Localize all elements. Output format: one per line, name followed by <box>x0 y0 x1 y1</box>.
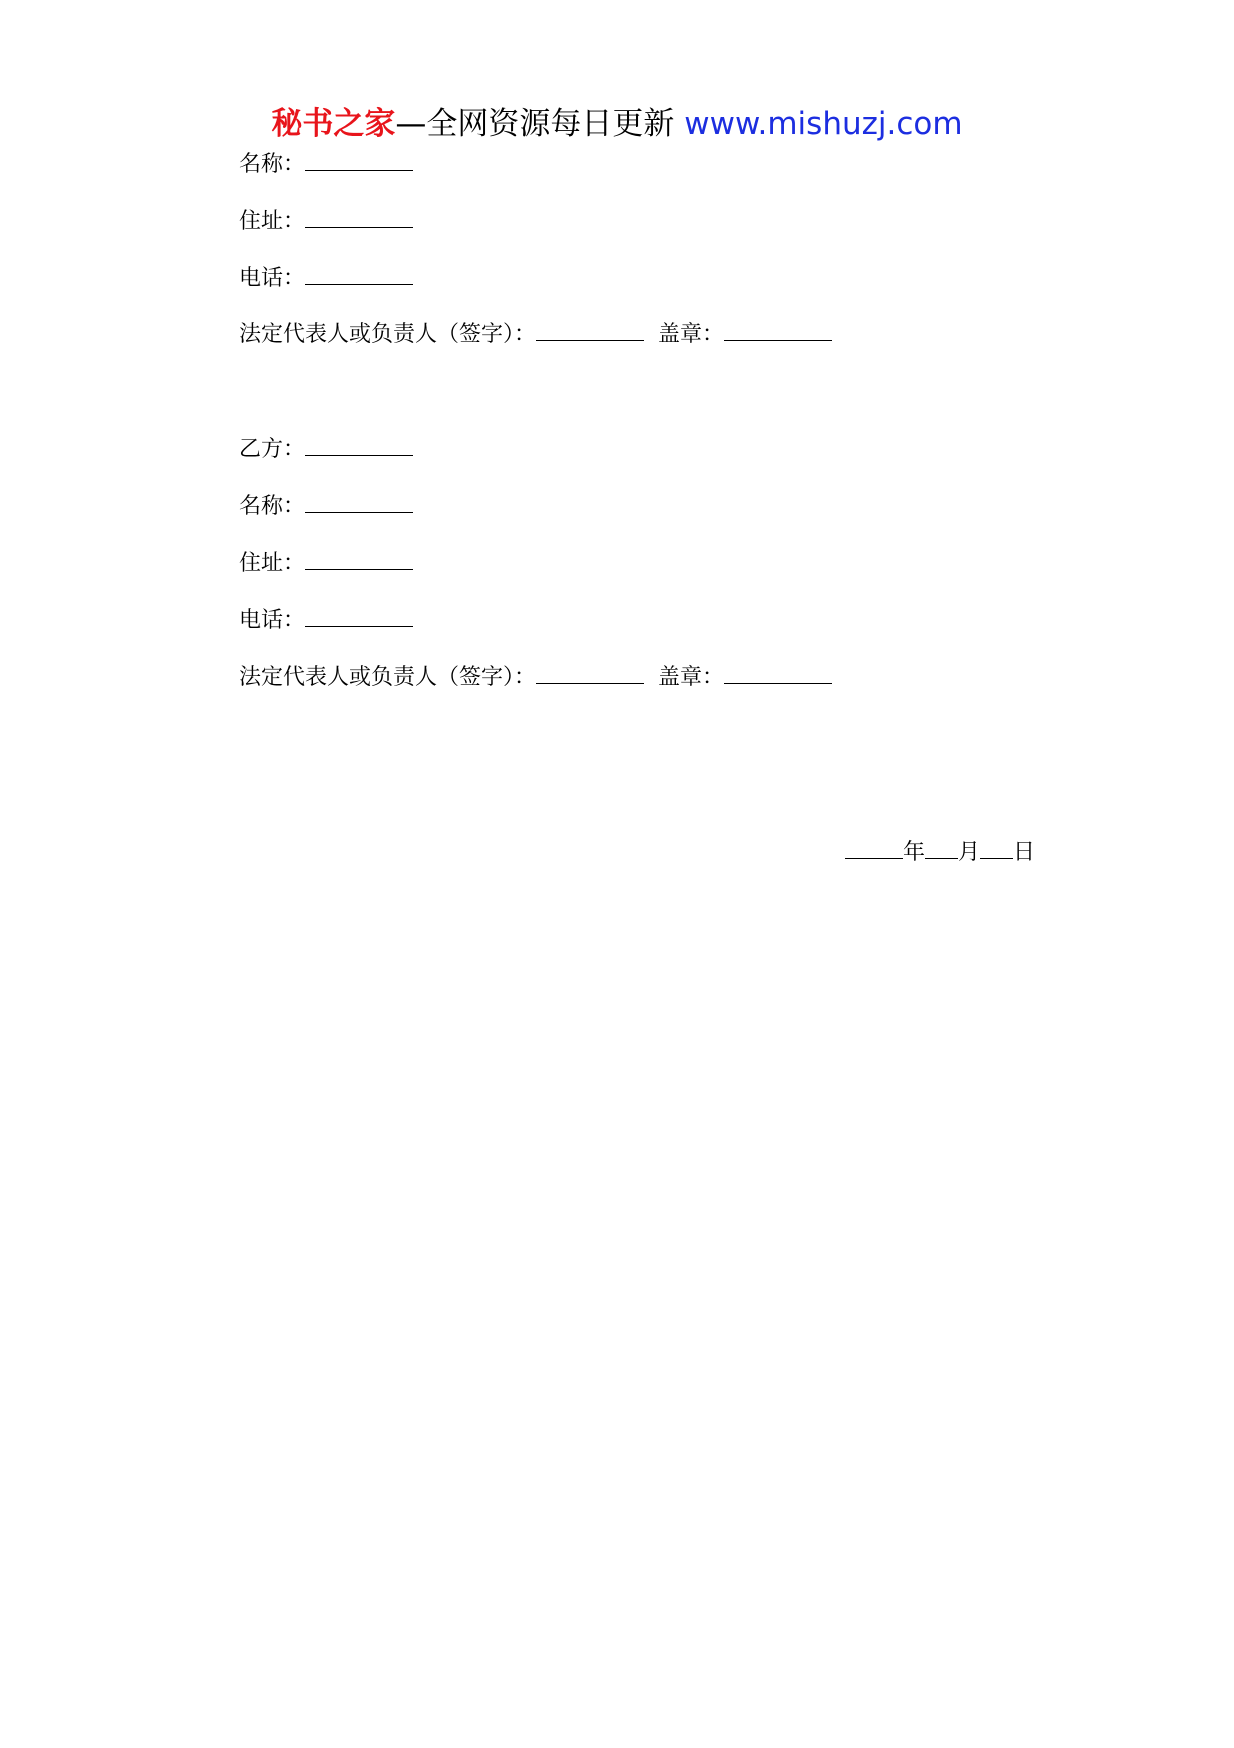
party-a-seal-blank[interactable] <box>724 318 832 341</box>
party-b-signature-row <box>239 661 832 693</box>
month-blank[interactable] <box>925 836 958 859</box>
party-b-party-row <box>239 433 413 465</box>
party-a-signature-row <box>239 318 832 350</box>
day-label: 日 <box>1013 840 1036 865</box>
party-a-address-label: 住址： <box>239 209 306 234</box>
party-a-phone-label: 电话： <box>239 266 306 291</box>
party-a-name-label: 名称： <box>239 152 306 177</box>
year-label: 年 <box>903 840 926 865</box>
party-b-seal-blank[interactable] <box>724 661 832 684</box>
party-b-address-label: 住址： <box>239 551 306 576</box>
header-url-link[interactable]: www.mishuzj.com <box>684 106 963 142</box>
party-b-seal-label: 盖章： <box>658 665 725 690</box>
party-a-representative-blank[interactable] <box>536 318 644 341</box>
month-label: 月 <box>958 840 981 865</box>
header-slogan: —全网资源每日更新 <box>395 106 675 142</box>
party-a-address-row <box>239 205 413 237</box>
party-b-address-blank[interactable] <box>305 547 413 570</box>
party-b-name-label: 名称： <box>239 494 306 519</box>
party-b-representative-blank[interactable] <box>536 661 644 684</box>
day-blank[interactable] <box>980 836 1013 859</box>
party-a-name-row <box>239 148 413 180</box>
year-blank[interactable] <box>845 836 903 859</box>
party-b-party-label: 乙方： <box>239 437 306 462</box>
party-b-representative-label: 法定代表人或负责人（签字）： <box>239 665 537 690</box>
page-header <box>0 104 1234 144</box>
date-row <box>845 836 1035 868</box>
party-b-phone-blank[interactable] <box>305 604 413 627</box>
party-a-address-blank[interactable] <box>305 205 413 228</box>
party-a-seal-label: 盖章： <box>658 322 725 347</box>
party-b-name-row <box>239 490 413 522</box>
party-a-name-blank[interactable] <box>305 148 413 171</box>
header-brand: 秘书之家 <box>271 106 396 142</box>
party-a-representative-label: 法定代表人或负责人（签字）： <box>239 322 537 347</box>
party-a-phone-row <box>239 262 413 294</box>
party-b-name-blank[interactable] <box>305 490 413 513</box>
party-b-phone-row <box>239 604 413 636</box>
party-b-address-row <box>239 547 413 579</box>
party-b-party-blank[interactable] <box>305 433 413 456</box>
party-a-phone-blank[interactable] <box>305 262 413 285</box>
party-b-phone-label: 电话： <box>239 608 306 633</box>
